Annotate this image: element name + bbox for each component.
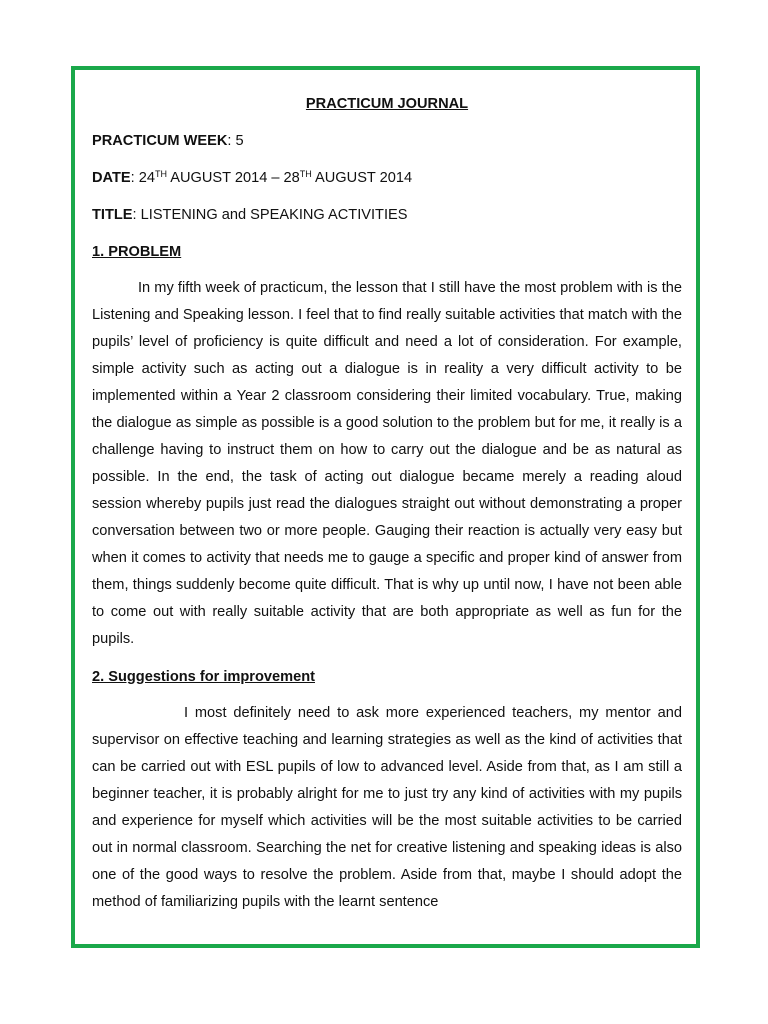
journal-heading: PRACTICUM JOURNAL [305, 96, 469, 112]
title-value: : LISTENING and SPEAKING ACTIVITIES [132, 207, 408, 223]
journal-content [92, 95, 682, 916]
page-border [71, 66, 700, 948]
practicum-week-label: PRACTICUM WEEK [92, 133, 228, 149]
section-heading-suggestions: 2. Suggestions for improvement [92, 669, 315, 685]
date-end-suffix: TH [299, 169, 312, 179]
practicum-week-value: : 5 [227, 133, 244, 149]
title-line [92, 206, 682, 224]
date-separator: : [130, 170, 139, 186]
practicum-week-line [92, 132, 682, 150]
section-body-suggestions: I most definitely need to ask more experienced teachers, my mentor and supervisor on effective teaching and learning strategies as well as the kind of activities that can be carried out with ESL pupils of low to advanced level. Aside from that, as I am still a beginner teacher, it is probably alright for me to just try any kind of activities with my pupils and experience for myself which activities will be the most suitable activities to be carried out in normal classroom. Searching the net for creative listening and speaking ideas is also one of the good ways to resolve the problem. Aside from that, maybe I should adopt the method of familiarizing pupils with the learnt sentence [92, 705, 682, 910]
section-body-problem: In my fifth week of practicum, the lesson that I still have the most problem with is the Listening and Speaking lesson. I feel that to find really suitable activities that match with the pupils’ level of proficiency is quite difficult and need a lot of consideration. For example, simple activity such as acting out a dialogue is in reality a very difficult activity to be implemented within a Year 2 classroom considering their limited vocabulary. True, making the dialogue as simple as possible is a good solution to the problem but for me, it really is a challenge having to instruct them on how to carry out the dialogue and be as natural as possible. In the end, the task of acting out dialogue became merely a reading aloud session whereby pupils just read the dialogues straight out without demonstrating a proper conversation between two or more people. Gauging their reaction is actually very easy but when it comes to activity that needs me to gauge a specific and proper kind of answer from them, things suddenly become quite difficult. That is why up until now, I have not been able to come out with really suitable activity that are both appropriate as well as fun for the pupils. [92, 280, 682, 647]
date-label: DATE [92, 170, 131, 186]
date-start-rest: AUGUST 2014 – [167, 170, 284, 186]
date-start-suffix: TH [155, 169, 167, 179]
date-line [92, 169, 682, 187]
date-end-rest: AUGUST 2014 [311, 170, 413, 186]
date-end-day: 28 [283, 170, 300, 186]
title-label: TITLE [92, 207, 133, 223]
section-heading-problem: 1. PROBLEM [92, 244, 182, 260]
date-start-day: 24 [138, 170, 155, 186]
